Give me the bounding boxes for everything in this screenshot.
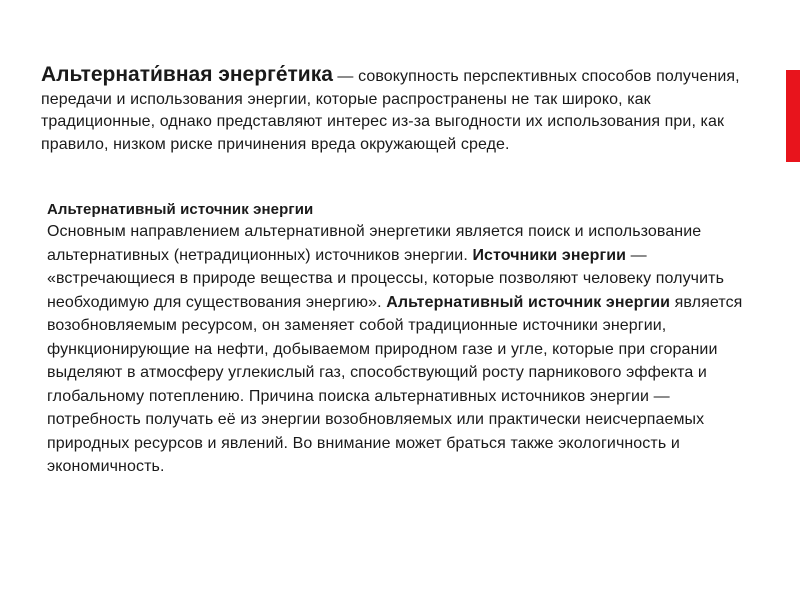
section-heading: Альтернативный источник энергии (47, 201, 314, 218)
intro-paragraph (41, 64, 741, 156)
section-bold-2: Альтернативный источник энергии (386, 293, 671, 311)
section-bold-1: Источники энергии (472, 246, 627, 264)
intro-term: Альтернати́вная энерге́тика (41, 63, 333, 86)
accent-bar (786, 70, 800, 162)
section-text-2: — «встречающиеся в природе вещества и процессы, которые позволяют человеку получить необходимую для существования энергию». (47, 246, 725, 311)
section-text-3: является возобновляемым ресурсом, он заменяет собой традиционные источники энергии, функционирующие на нефти, добываемом природном газе и угле, которые при сгорании выделяют в атмосферу углекислый газ, способствующий росту парникового эффекта и глобальному потеплению. Причина поиска альтернативных источников энергии — потребность получать её из энергии возобновляемых или практически неисчерпаемых природных ресурсов и явлений. Во внимание может браться также экологичность и экономичность. (47, 293, 743, 475)
section-text-1: Основным направлением альтернативной энергетики является поиск и использование альтернативных (нетрадиционных) источников энергии. (47, 223, 702, 264)
intro-definition: — совокупность перспективных способов получения, передачи и использования энергии, которые распространены не так широко, как традиционные, однако представляют интерес из-за выгодности их использования при, как правило, низком риске причинения вреда окружающей среде. (41, 68, 740, 153)
section-body (47, 200, 747, 479)
section-paragraph (47, 220, 747, 479)
